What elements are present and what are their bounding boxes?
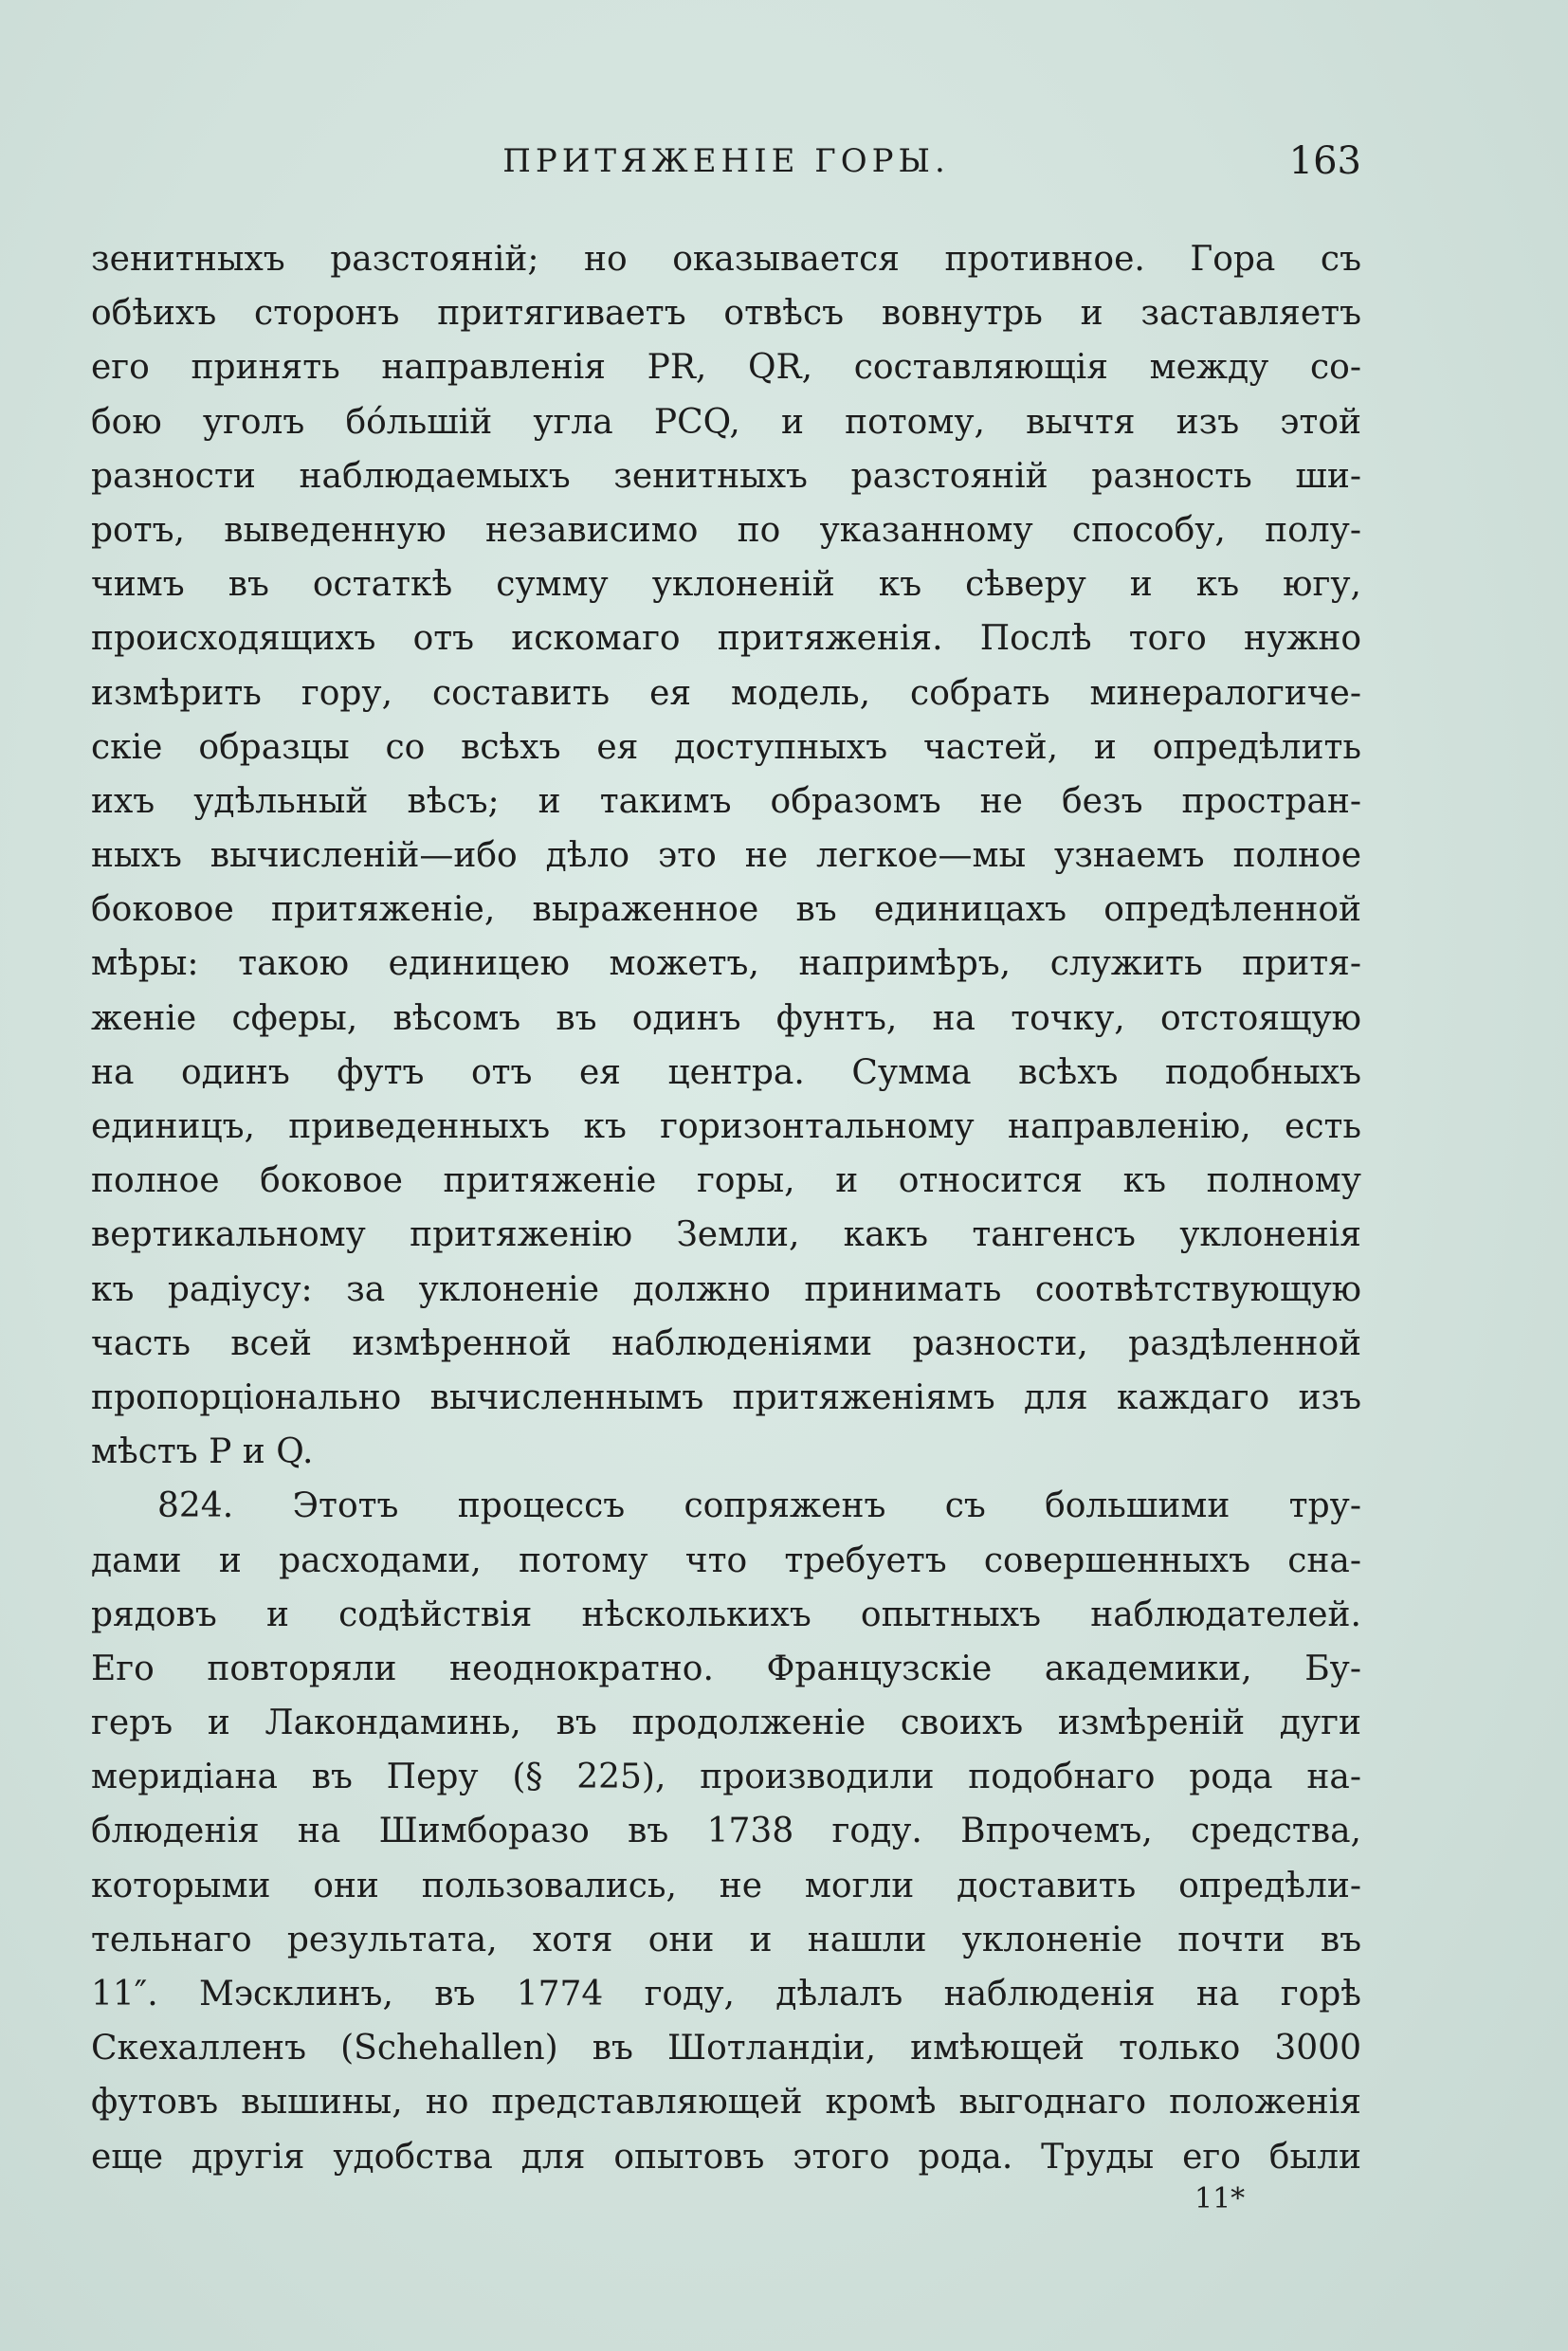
text-line: измѣрить гору, составить ея модель, собрать минералогиче-	[91, 673, 1361, 713]
text-line: блюденія на Шимборазо въ 1738 году. Впрочемъ, средства,	[91, 1812, 1361, 1851]
text-line: скіе образцы со всѣхъ ея доступныхъ частей, и опредѣлить	[91, 727, 1361, 767]
page-number: 163	[1288, 139, 1361, 183]
text-line: еще другія удобства для опытовъ этого рода. Труды его были	[91, 2137, 1361, 2177]
text-line: зенитныхъ разстояній; но оказывается противное. Гора съ	[91, 240, 1361, 279]
text-line: Скехалленъ (Schehallen) въ Шотландіи, имѣющей только 3000	[91, 2029, 1361, 2069]
text-line: бою уголъ бóльшій угла PCQ, и потому, вычтя изъ этой	[91, 402, 1361, 442]
paragraph-start-line: 824. Этотъ процессъ сопряженъ съ большими тру-	[157, 1486, 1361, 1526]
text-line: на одинъ футъ отъ ея центра. Сумма всѣхъ подобныхъ	[91, 1052, 1361, 1092]
text-line: меридіана въ Перу (§ 225), производили подобнаго рода на-	[91, 1758, 1361, 1797]
text-line: мѣстъ P и Q.	[91, 1432, 314, 1472]
text-line: Его повторяли неоднократно. Французскіе академики, Бу-	[91, 1649, 1361, 1688]
text-line: его принять направленія PR, QR, составляющія между со-	[91, 348, 1361, 388]
text-line: которыми они пользовались, не могли доставить опредѣли-	[91, 1866, 1361, 1905]
text-line: вертикальному притяженію Земли, какъ тангенсъ уклоненія	[91, 1215, 1361, 1255]
text-line: тельнаго результата, хотя они и нашли уклоненіе почти въ	[91, 1920, 1361, 1959]
text-line: обѣихъ сторонъ притягиваетъ отвѣсъ вовнутрь и заставляетъ	[91, 294, 1361, 334]
text-line: ротъ, выведенную независимо по указанному способу, полу-	[91, 510, 1361, 550]
text-line: геръ и Лакондаминь, въ продолженіе своихъ измѣреній дуги	[91, 1704, 1361, 1743]
body-text	[91, 232, 1361, 2184]
text-line: боковое притяженіе, выраженное въ единицахъ опредѣленной	[91, 890, 1361, 930]
signature-mark: 11*	[1194, 2182, 1246, 2215]
text-line: происходящихъ отъ искомаго притяженія. Послѣ того нужно	[91, 619, 1361, 659]
text-line: женіе сферы, вѣсомъ въ одинъ фунтъ, на точку, отстоящую	[91, 998, 1361, 1038]
text-line: 11″. Мэсклинъ, въ 1774 году, дѣлалъ наблюденія на горѣ	[91, 1975, 1361, 2014]
page-header	[91, 133, 1361, 190]
text-line: мѣры: такою единицею можетъ, напримѣръ, служить притя-	[91, 944, 1361, 984]
text-line: ихъ удѣльный вѣсъ; и такимъ образомъ не безъ простран-	[91, 781, 1361, 821]
text-line: рядовъ и содѣйствія нѣсколькихъ опытныхъ наблюдателей.	[91, 1595, 1361, 1634]
text-line: футовъ вышины, но представляющей кромѣ выгоднаго положенія	[91, 2083, 1361, 2123]
text-line: пропорціонально вычисленнымъ притяженіямъ для каждаго изъ	[91, 1377, 1361, 1417]
text-line: чимъ въ остаткѣ сумму уклоненій къ сѣверу и къ югу,	[91, 565, 1361, 605]
text-line: полное боковое притяженіе горы, и относится къ полному	[91, 1161, 1361, 1201]
text-line: ныхъ вычисленій—ибо дѣло это не легкое—мы узнаемъ полное	[91, 836, 1361, 876]
running-title: ПРИТЯЖЕНІЕ ГОРЫ.	[502, 142, 950, 180]
text-line: единицъ, приведенныхъ къ горизонтальному направленію, есть	[91, 1107, 1361, 1146]
text-line: часть всей измѣренной наблюденіями разности, раздѣленной	[91, 1323, 1361, 1363]
text-line: дами и расходами, потому что требуетъ совершенныхъ сна-	[91, 1540, 1361, 1580]
text-line: къ радіусу: за уклоненіе должно принимать соотвѣтствующую	[91, 1269, 1361, 1309]
text-line: разности наблюдаемыхъ зенитныхъ разстояній разность ши-	[91, 456, 1361, 496]
